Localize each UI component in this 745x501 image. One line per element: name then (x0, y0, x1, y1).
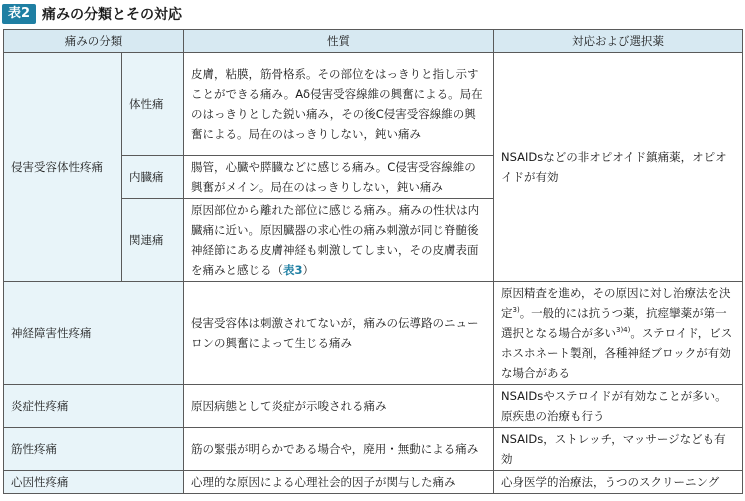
subcategory-visceral: 内臓痛 (122, 156, 184, 199)
category-neuropathic: 神経障害性疼痛 (4, 282, 184, 385)
treatment-neuropathic-text-3: 。ステロイド，ビスホスホネート製剤，各種神経ブロックが有効な場合がある (501, 326, 733, 380)
table-title: 痛みの分類とその対応 (42, 7, 183, 23)
nature-muscular: 筋の緊張が明らかである場合や，廃用・無動による痛み (184, 428, 494, 471)
table-row (4, 53, 743, 156)
citation-ref-2: 3)4) (616, 326, 631, 335)
nature-psychogenic: 心理的な原因による心理社会的因子が関与した痛み (184, 471, 494, 494)
table-caption (2, 3, 182, 25)
treatment-neuropathic-text-1: 原因精査を進め，その原因に対し治療法を決定 (501, 286, 731, 320)
treatment-neuropathic (494, 282, 743, 385)
treatment-neuropathic-text-2: 。一般的には抗うつ薬，抗痙攣薬が第一選択となる場合が多い (501, 306, 727, 340)
nature-somatic: 皮膚，粘膜，筋骨格系。その部位をはっきりと指し示すことができる痛み。Aδ侵害受容線維の興奮による。局在のはっきりとした鋭い痛み，その後C侵害受容線維の興奮による。局在のはっきりしない，鈍い痛み (184, 53, 494, 156)
table-row (4, 385, 743, 428)
treatment-nociceptive: NSAIDsなどの非オピオイド鎮痛薬，オピオイドが有効 (494, 53, 743, 282)
category-muscular: 筋性疼痛 (4, 428, 184, 471)
category-inflammatory: 炎症性疼痛 (4, 385, 184, 428)
nature-neuropathic: 侵害受容体は刺激されてないが，痛みの伝導路のニューロンの興奮によって生じる痛み (184, 282, 494, 385)
table-number-badge: 表2 (2, 4, 36, 24)
citation-ref-1: 3) (512, 306, 520, 315)
nature-inflammatory: 原因病態として炎症が示唆される痛み (184, 385, 494, 428)
header-row (4, 30, 743, 53)
subcategory-referred: 関連痛 (122, 199, 184, 282)
table-reference-link[interactable]: 表3 (283, 263, 303, 277)
treatment-psychogenic: 心身医学的治療法，うつのスクリーニング (494, 471, 743, 494)
header-type: 痛みの分類 (4, 30, 184, 53)
category-psychogenic: 心因性疼痛 (4, 471, 184, 494)
table-row (4, 282, 743, 385)
treatment-inflammatory: NSAIDsやステロイドが有効なことが多い。原疾患の治療も行う (494, 385, 743, 428)
nature-visceral: 腸管，心臓や膵臓などに感じる痛み。C侵害受容線維の興奮がメイン。局在のはっきりしない，鈍い痛み (184, 156, 494, 199)
nature-referred-text: 原因部位から離れた部位に感じる痛み。痛みの性状は内臓痛に近い。原因臓器の求心性の痛み刺激が同じ脊髄後神経節にある皮膚神経も刺激してしまい，その皮膚表面を痛みと感じる（ (191, 203, 480, 277)
nature-referred (184, 199, 494, 282)
table-row (4, 471, 743, 494)
nature-referred-close: ） (302, 263, 315, 277)
category-nociceptive: 侵害受容体性疼痛 (4, 53, 122, 282)
table-row (4, 428, 743, 471)
subcategory-somatic: 体性痛 (122, 53, 184, 156)
treatment-muscular: NSAIDs，ストレッチ，マッサージなども有効 (494, 428, 743, 471)
header-nature: 性質 (184, 30, 494, 53)
pain-classification-table (3, 29, 743, 494)
header-treatment: 対応および選択薬 (494, 30, 743, 53)
